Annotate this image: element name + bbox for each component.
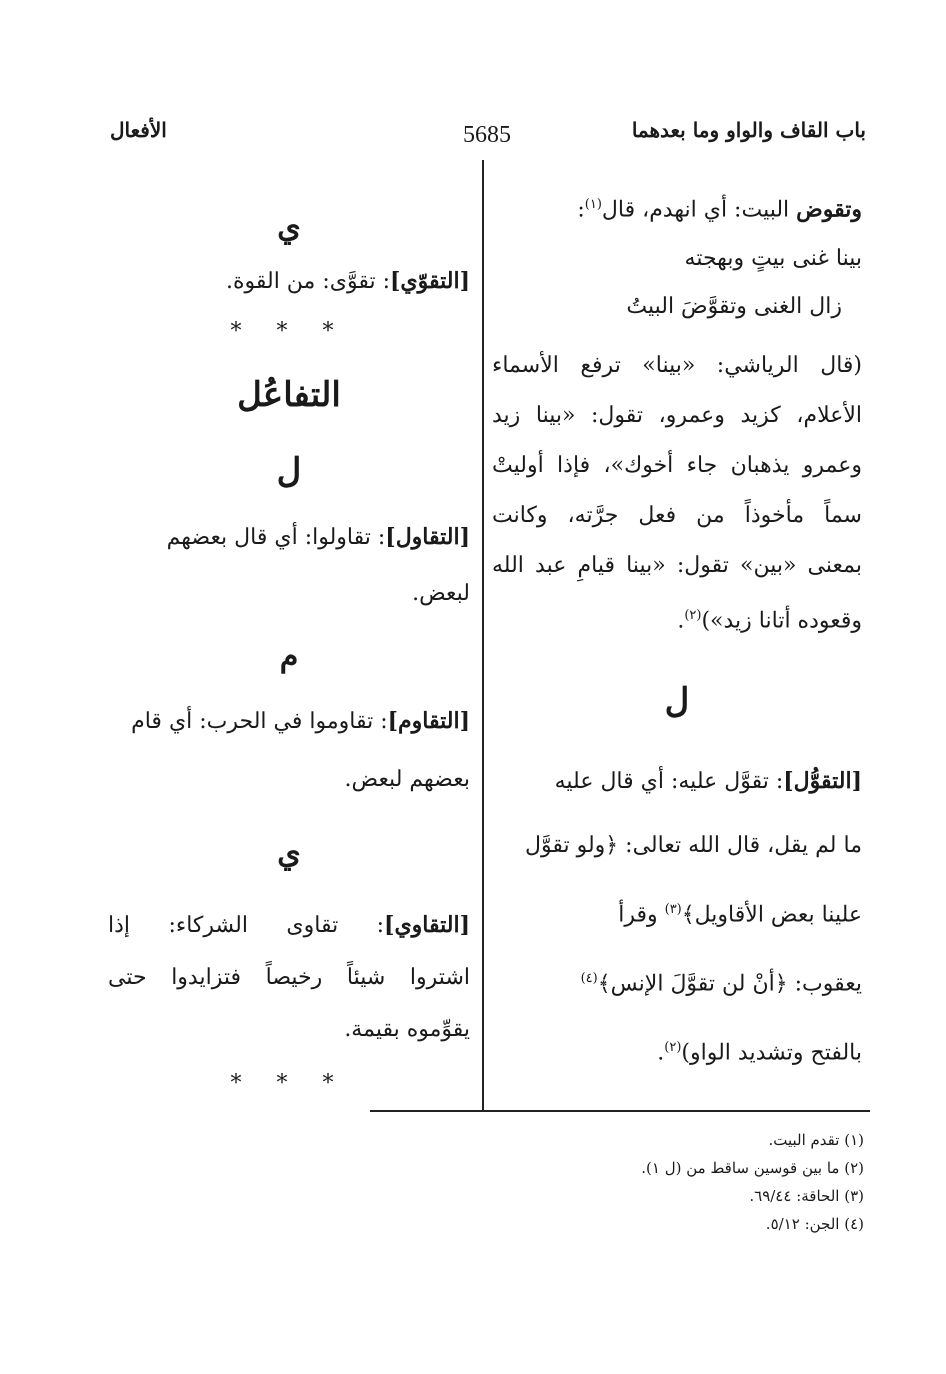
entry-text: يعقوب: ﴿أنْ لن تقوَّلَ الإنس﴾ xyxy=(597,971,862,997)
entry-text: : تقاولوا: أي قال بعضهم xyxy=(166,525,386,550)
intro-text: البيت: أي انهدم، قال xyxy=(601,197,797,223)
para-line: الأعلام، كزيد وعمرو، تقول: «بينا زيد xyxy=(492,403,862,429)
footnote-item: (٢) ما بين قوسين ساقط من (ل ١). xyxy=(641,1159,864,1177)
entry-line xyxy=(108,899,470,952)
footnote-item: (٣) الحاقة: ٦٩/٤٤. xyxy=(749,1187,864,1205)
entry-line: بعضهم لبعض. xyxy=(344,767,470,792)
entry-line xyxy=(108,509,470,566)
footnote-ref: (١) xyxy=(584,197,602,212)
entry-line: ما لم يقل، قال الله تعالى: ﴿ولو تقوَّل xyxy=(525,832,862,858)
para-last-text: وقعوده أتانا زيد») xyxy=(701,608,862,634)
para-line: وعمرو يذهبان جاء أخوك»، فإذا أوليتْ xyxy=(492,453,862,479)
period: . xyxy=(657,1040,665,1066)
separator-stars: * * * xyxy=(230,319,348,344)
para-last-line xyxy=(492,591,862,646)
right-column xyxy=(492,180,862,1086)
entry-line xyxy=(108,256,470,307)
section-header: الأفعال xyxy=(110,118,167,142)
para-line: (قال الرياشي: «بينا» ترفع الأسماء xyxy=(492,353,862,379)
footnote-ref: (٤) xyxy=(580,970,598,986)
letter-heading-mim: م xyxy=(279,639,299,674)
letter-heading-lam: ل xyxy=(276,451,302,491)
footnote-ref: (٣) xyxy=(664,901,682,917)
footnotes xyxy=(444,1126,864,1238)
left-column xyxy=(108,200,470,1112)
chapter-title: باب القاف والواو وما بعدهما xyxy=(631,118,866,142)
entry-text: : تقوَّل عليه: أي قال عليه xyxy=(554,768,784,794)
entry-line xyxy=(108,692,470,751)
para-line: سماً مأخوذاً من فعل جرَّته، وكانت xyxy=(492,503,862,529)
entry-line: لبعض. xyxy=(412,581,470,606)
verse-line-2: زال الغنى وتقوَّضَ البيتُ xyxy=(626,294,842,320)
section-title: التفاعُل xyxy=(237,375,341,415)
term: [التقوُّل] xyxy=(783,767,862,794)
letter-heading-ya: ي xyxy=(277,210,301,245)
term: [التقاول] xyxy=(385,524,470,550)
entry-line xyxy=(492,878,862,947)
term: [التقاوم] xyxy=(387,708,470,734)
entry-text: : تقاوى الشركاء: إذا xyxy=(108,913,385,938)
entry-line xyxy=(492,1016,862,1085)
term: [التقوّي] xyxy=(390,268,470,294)
footnote-item: (١) تقدم البيت. xyxy=(768,1131,864,1149)
term: [التقاوي] xyxy=(384,912,470,938)
intro-line xyxy=(492,180,862,235)
page-number: 5685 xyxy=(463,122,511,148)
entry-text: علينا بعض الأقاويل﴾ xyxy=(681,901,862,927)
footnote-ref: (٢) xyxy=(684,608,702,624)
footnote-item: (٤) الجن: ٥/١٢. xyxy=(765,1215,864,1233)
colon: : xyxy=(577,197,585,223)
footnote-ref: (٢) xyxy=(664,1040,682,1056)
column-divider xyxy=(482,160,484,1110)
entry-line: يقوِّموه بقيمة. xyxy=(344,1017,470,1042)
separator-stars: * * * xyxy=(230,1071,348,1096)
letter-heading-ya: ي xyxy=(277,836,301,871)
term: وتقوض xyxy=(796,196,862,223)
entry-line xyxy=(492,947,862,1016)
entry-text: : تقوَّى: من القوة. xyxy=(225,269,390,294)
entry-text: وقرأ xyxy=(618,901,665,927)
para-line: بمعنى «بين» تقول: «بينا قيامِ عبد الله xyxy=(492,553,862,579)
period: . xyxy=(677,608,685,634)
entry-text: بالفتح وتشديد الواو) xyxy=(681,1040,862,1066)
entry-line: اشتروا شيئاً رخيصاً فتزايدوا حتى xyxy=(108,965,470,990)
letter-heading-lam: ل xyxy=(664,680,690,721)
verse-line-1: بينا غنى بيتٍ وبهجته xyxy=(684,246,862,272)
entry-text: : تقاوموا في الحرب: أي قام xyxy=(131,709,388,734)
entry-line xyxy=(492,749,862,814)
